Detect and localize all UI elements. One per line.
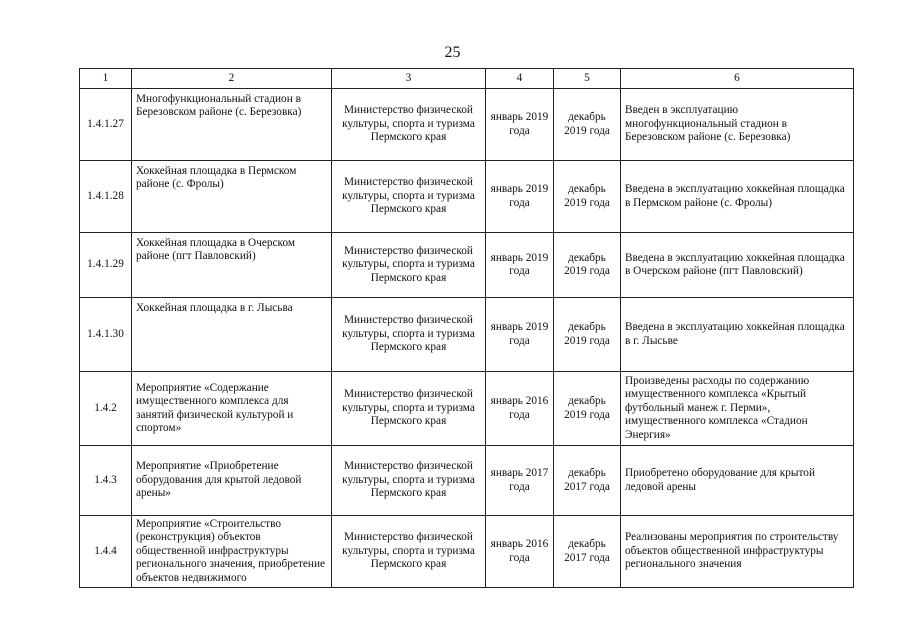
activity-name-cell: Мероприятие «Строительство (реконструкция) объектов общественной инфраструктуры регионального значения, приобретение объектов недвижимого <box>132 516 332 588</box>
row-number-cell: 1.4.1.29 <box>80 233 132 298</box>
executor-cell: Министерство физической культуры, спорта и туризма Пермского края <box>332 298 486 372</box>
column-header: 3 <box>332 69 486 89</box>
row-number-cell: 1.4.3 <box>80 446 132 516</box>
activity-name-cell: Мероприятие «Содержание имущественного комплекса для занятий физической культурой и спортом» <box>132 372 332 446</box>
end-date-cell: декабрь 2017 года <box>554 446 621 516</box>
activity-name-cell: Хоккейная площадка в г. Лысьва <box>132 298 332 372</box>
row-number-cell: 1.4.1.27 <box>80 89 132 161</box>
row-number-cell: 1.4.1.28 <box>80 161 132 233</box>
column-header: 5 <box>554 69 621 89</box>
table-row <box>80 516 854 588</box>
activity-name-cell: Мероприятие «Приобретение оборудования для крытой ледовой арены» <box>132 446 332 516</box>
row-number-cell: 1.4.2 <box>80 372 132 446</box>
end-date-cell: декабрь 2019 года <box>554 298 621 372</box>
activity-name-cell: Хоккейная площадка в Очерском районе (пгт Павловский) <box>132 233 332 298</box>
activity-name-cell: Многофункциональный стадион в Березовском районе (с. Березовка) <box>132 89 332 161</box>
column-header: 2 <box>132 69 332 89</box>
end-date-cell: декабрь 2019 года <box>554 372 621 446</box>
executor-cell: Министерство физической культуры, спорта и туризма Пермского края <box>332 233 486 298</box>
table-row <box>80 446 854 516</box>
result-cell: Введен в эксплуатацию многофункциональный стадион в Березовском районе (с. Березовка) <box>621 89 854 161</box>
end-date-cell: декабрь 2019 года <box>554 161 621 233</box>
row-number-cell: 1.4.4 <box>80 516 132 588</box>
result-cell: Введена в эксплуатацию хоккейная площадка в Очерском районе (пгт Павловский) <box>621 233 854 298</box>
result-cell: Произведены расходы по содержанию имущественного комплекса «Крытый футбольный манеж г. Перми», имущественного комплекса «Стадион Энергия» <box>621 372 854 446</box>
column-header: 6 <box>621 69 854 89</box>
end-date-cell: декабрь 2017 года <box>554 516 621 588</box>
page-number: 25 <box>444 44 461 61</box>
column-header: 1 <box>80 69 132 89</box>
result-cell: Введена в эксплуатацию хоккейная площадка в Пермском районе (с. Фролы) <box>621 161 854 233</box>
column-header: 4 <box>486 69 554 89</box>
result-cell: Реализованы мероприятия по строительству объектов общественной инфраструктуры регионального значения <box>621 516 854 588</box>
executor-cell: Министерство физической культуры, спорта и туризма Пермского края <box>332 372 486 446</box>
result-cell: Введена в эксплуатацию хоккейная площадка в г. Лысьве <box>621 298 854 372</box>
start-date-cell: январь 2016 года <box>486 372 554 446</box>
table-header-row <box>80 69 854 89</box>
table-row <box>80 298 854 372</box>
program-table <box>79 68 854 588</box>
start-date-cell: январь 2019 года <box>486 161 554 233</box>
executor-cell: Министерство физической культуры, спорта и туризма Пермского края <box>332 446 486 516</box>
start-date-cell: январь 2016 года <box>486 516 554 588</box>
table-row <box>80 89 854 161</box>
executor-cell: Министерство физической культуры, спорта и туризма Пермского края <box>332 89 486 161</box>
start-date-cell: январь 2019 года <box>486 298 554 372</box>
executor-cell: Министерство физической культуры, спорта и туризма Пермского края <box>332 516 486 588</box>
executor-cell: Министерство физической культуры, спорта и туризма Пермского края <box>332 161 486 233</box>
row-number-cell: 1.4.1.30 <box>80 298 132 372</box>
end-date-cell: декабрь 2019 года <box>554 89 621 161</box>
table-row <box>80 161 854 233</box>
table-row <box>80 372 854 446</box>
activity-name-cell: Хоккейная площадка в Пермском районе (с. Фролы) <box>132 161 332 233</box>
table-row <box>80 233 854 298</box>
result-cell: Приобретено оборудование для крытой ледовой арены <box>621 446 854 516</box>
start-date-cell: январь 2017 года <box>486 446 554 516</box>
start-date-cell: январь 2019 года <box>486 89 554 161</box>
start-date-cell: январь 2019 года <box>486 233 554 298</box>
end-date-cell: декабрь 2019 года <box>554 233 621 298</box>
